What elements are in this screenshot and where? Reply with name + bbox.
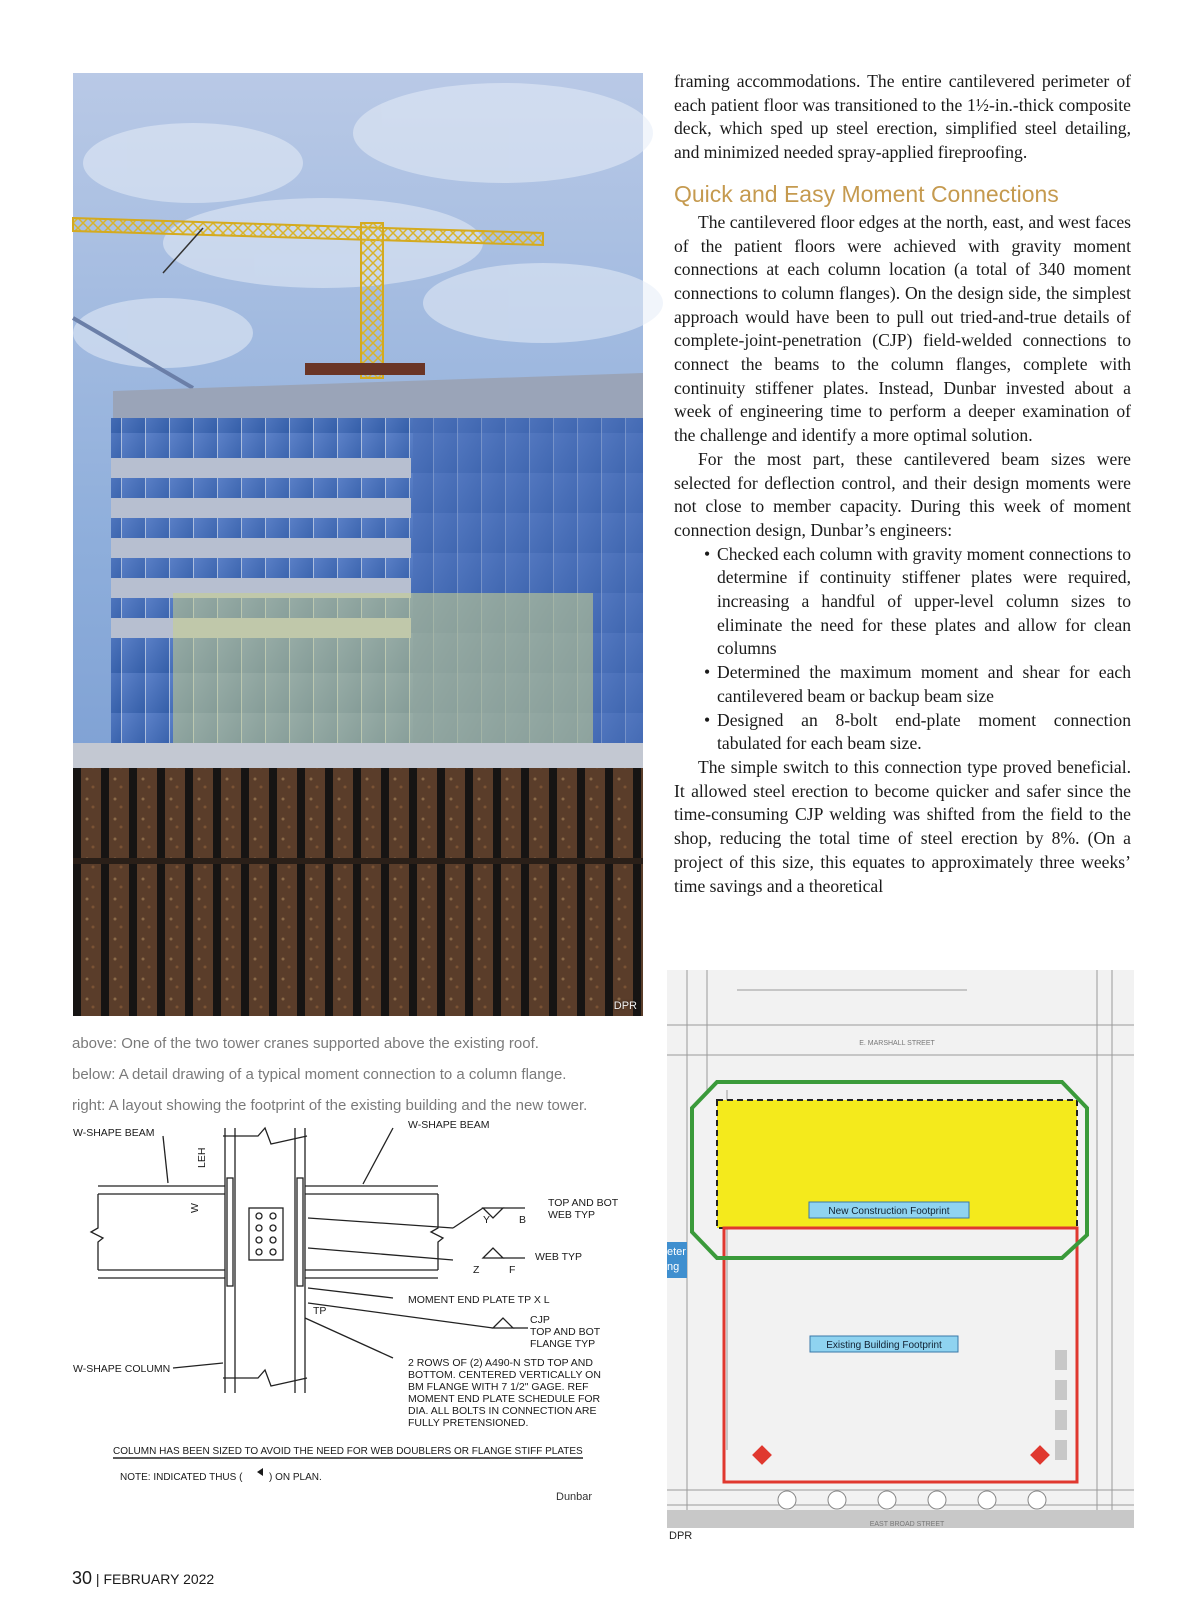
detail-credit: Dunbar	[556, 1491, 593, 1503]
bolts-note-line-5: DIA. ALL BOLTS IN CONNECTION ARE	[408, 1405, 597, 1417]
article-column	[674, 70, 1131, 898]
bolts-note-line-4: MOMENT END PLATE SCHEDULE FOR	[408, 1393, 601, 1405]
page-number: 30	[72, 1568, 93, 1588]
body-paragraph-1: The cantilevered floor edges at the north, east, and west faces of the patient floors were achieved with gravity moment connections at each column location (a total of 340 moment connections to column flanges). On the design side, the simplest approach would have been to pull out tried-and-true details of complete-joint-penetration (CJP) field-welded connections to connect the beams to the column flanges, complete with continuity stiffener plates. Instead, Dunbar invested about a week of engineering time to perform a deeper examination of the challenge and identify a more optimal solution.	[674, 211, 1131, 446]
plan-credit: DPR	[669, 1530, 693, 1542]
bullet-item: • Determined the maximum moment and shear for each cantilevered beam or backup beam size	[704, 661, 1131, 708]
issue-date: FEBRUARY 2022	[103, 1571, 215, 1587]
bolts-note-line-2: BOTTOM. CENTERED VERTICALLY ON	[408, 1369, 601, 1381]
label-w: W	[189, 1203, 201, 1213]
label-w-shape-column: W-SHAPE COLUMN	[73, 1363, 171, 1375]
reflected-building	[173, 593, 593, 753]
figure-captions	[72, 1034, 652, 1127]
label-flange-typ: FLANGE TYP	[530, 1338, 596, 1350]
label-f: F	[509, 1264, 516, 1276]
label-w-shape-beam-right: W-SHAPE BEAM	[408, 1119, 490, 1131]
caption-right: right: A layout showing the footprint of the existing building and the new tower.	[72, 1097, 588, 1114]
label-web-typ-2: WEB TYP	[535, 1251, 583, 1263]
bolts-note-line-6: FULLY PRETENSIONED.	[408, 1417, 529, 1429]
label-cjp-top-bot: TOP AND BOT	[530, 1326, 601, 1338]
site-plan-drawing	[667, 970, 1134, 1528]
plan-note-end: ) ON PLAN.	[269, 1472, 322, 1483]
bolts-note-line-3: BM FLANGE WITH 7 1/2" GAGE. REF	[408, 1381, 589, 1393]
label-tp: TP	[313, 1305, 327, 1317]
photo-illustration	[73, 73, 643, 1016]
edge-label-1: eter	[667, 1246, 686, 1258]
new-footprint-label: New Construction Footprint	[828, 1206, 950, 1217]
street-label-bottom: EAST BROAD STREET	[869, 1521, 945, 1528]
label-y: Y	[483, 1214, 491, 1226]
tower-crane-photo	[73, 73, 643, 1016]
bullet-item: • Designed an 8-bolt end-plate moment connection tabulated for each beam size.	[704, 709, 1131, 756]
edge-label-2: ng	[667, 1261, 680, 1273]
street-label-top: E. MARSHALL STREET	[859, 1040, 935, 1047]
canopy-band	[73, 743, 643, 768]
bullet-item: • Checked each column with gravity moment connections to determine if continuity stiffener plates were required, increasing a handful of upper-level column sizes to eliminate the need for these plates and allow for clean columns	[704, 543, 1131, 662]
detail-drawing	[73, 1119, 638, 1528]
site-plan-layout	[667, 970, 1134, 1528]
section-heading: Quick and Easy Moment Connections	[674, 180, 1059, 207]
caption-above: above: One of the two tower cranes supported above the existing roof.	[72, 1035, 539, 1052]
body-paragraph-2: For the most part, these cantilevered beam sizes were selected for deflection control, and their design moments were not close to member capacity. During this week of moment connection design, Dunbar’s engineers:	[674, 448, 1131, 540]
folio-separator: |	[95, 1571, 104, 1587]
body-paragraph-3: The simple switch to this connection type proved beneficial. It allowed steel erection to become quicker and safer since the time-consuming CJP welding was shifted from the field to the shop, reducing the total time of steel erection by 8%. (On a project of this size, this equates to approximately three weeks’ time savings and a theoretical	[674, 756, 1131, 896]
label-leh: LEH	[196, 1147, 208, 1168]
label-web-typ-1: WEB TYP	[548, 1209, 596, 1221]
bolts-note-line-1: 2 ROWS OF (2) A490-N STD TOP AND	[408, 1357, 593, 1369]
photo-credit: DPR	[613, 1000, 637, 1012]
label-moment-end-plate: MOMENT END PLATE TP X L	[408, 1294, 550, 1306]
brick-base	[73, 768, 643, 1016]
label-w-shape-beam-left: W-SHAPE BEAM	[73, 1127, 155, 1139]
label-z: Z	[473, 1264, 480, 1276]
plan-note-start: NOTE: INDICATED THUS (	[120, 1472, 243, 1483]
label-b: B	[519, 1214, 527, 1226]
column-note: COLUMN HAS BEEN SIZED TO AVOID THE NEED FOR WEB DOUBLERS OR FLANGE STIFF PLATES	[113, 1446, 583, 1457]
page-folio	[72, 1568, 214, 1589]
engineers-bullet-list	[674, 543, 1131, 756]
label-cjp: CJP	[530, 1314, 550, 1326]
existing-footprint-label: Existing Building Footprint	[826, 1340, 942, 1351]
moment-connection-detail	[73, 1119, 638, 1528]
intro-paragraph: framing accommodations. The entire cantilevered perimeter of each patient floor was transitioned to the 1½-in.-thick composite deck, which sped up steel erection, simplified steel detailing, and minimized needed spray-applied fireproofing.	[674, 71, 1131, 163]
triangle-symbol-icon	[257, 1468, 263, 1476]
label-top-and-bot-web: TOP AND BOT	[548, 1197, 619, 1209]
caption-below: below: A detail drawing of a typical moment connection to a column flange.	[72, 1066, 567, 1083]
